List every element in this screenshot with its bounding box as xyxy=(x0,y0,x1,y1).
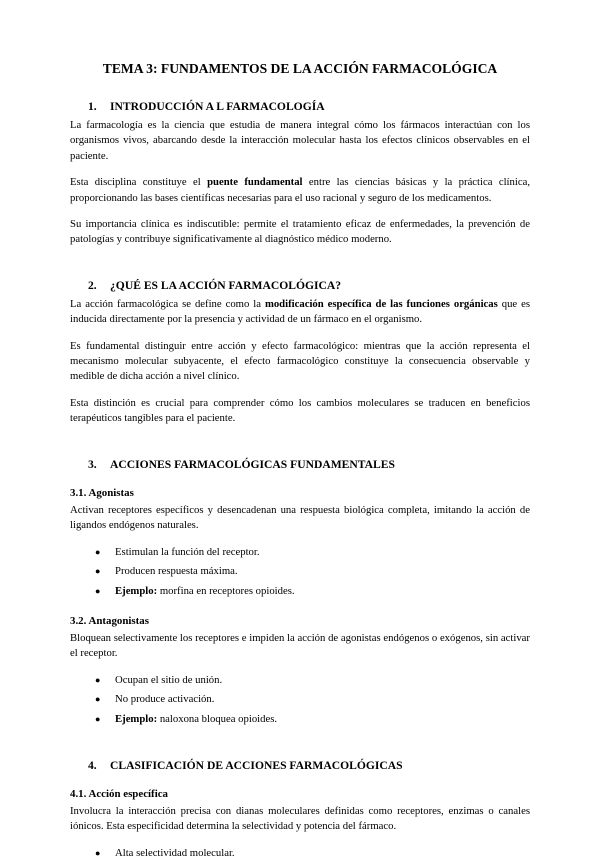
list-item xyxy=(70,692,530,707)
subsection-antagonistas-heading: 3.2. Antagonistas xyxy=(70,614,149,627)
list-item-text: Ocupan el sitio de unión. xyxy=(115,673,223,686)
list-item-text: naloxona bloquea opioides. xyxy=(157,713,278,726)
paragraph: La farmacología es la ciencia que estudia de manera integral cómo los fármacos interactúan con los organismos vivos, abarcando desde la interacción molecular hasta los efectos clínicos observables en el paciente. xyxy=(70,119,530,162)
paragraph xyxy=(70,175,530,206)
paragraph: Bloquean selectivamente los receptores e impiden la acción de agonistas endógenos o exógenos, sin activar el receptor. xyxy=(70,631,530,660)
bullet-icon: ● xyxy=(95,566,101,577)
section-acciones-fundamentales xyxy=(70,457,530,728)
list-item xyxy=(70,673,530,688)
list-item xyxy=(70,712,530,727)
list-item-text xyxy=(115,712,277,727)
bold-phrase: Ejemplo: xyxy=(115,713,158,726)
paragraph: Esta distinción es crucial para comprender cómo los cambios moleculares se traducen en beneficios terapéuticos tangibles para el paciente. xyxy=(70,396,530,425)
list-item xyxy=(70,545,530,560)
list-item xyxy=(70,846,530,861)
list-item-text xyxy=(115,584,295,599)
paragraph-text: Esta disciplina constituye el xyxy=(70,176,208,189)
section-introduccion xyxy=(70,99,530,248)
bold-phrase: puente fundamental xyxy=(207,176,303,189)
paragraph-text: entre las ciencias básicas y la práctica clínica, proporcionando las bases científicas necesarias para el uso racional y seguro de los medicamentos. xyxy=(70,176,531,204)
section-2-number: 2. xyxy=(88,278,97,292)
paragraph xyxy=(70,297,530,328)
bullet-icon: ● xyxy=(95,694,101,705)
section-3-heading-text: ACCIONES FARMACOLÓGICAS FUNDAMENTALES xyxy=(110,457,395,471)
section-4-number: 4. xyxy=(88,758,97,772)
list-item-text: Producen respuesta máxima. xyxy=(115,565,238,578)
list-item xyxy=(70,564,530,579)
document-title: TEMA 3: FUNDAMENTOS DE LA ACCIÓN FARMACOLÓGICA xyxy=(102,61,498,76)
section-3-number: 3. xyxy=(88,457,97,471)
paragraph: Es fundamental distinguir entre acción y efecto farmacológico: mientras que la acción representa el mecanismo molecular subyacente, el efecto farmacológico constituye la consecuencia observable y medible de dicha acción a nivel clínico. xyxy=(70,339,530,383)
bullet-icon: ● xyxy=(95,586,101,597)
agonistas-bullet-list xyxy=(70,545,530,600)
section-clasificacion xyxy=(70,758,530,861)
antagonistas-bullet-list xyxy=(70,673,530,728)
paragraph: Activan receptores específicos y desencadenan una respuesta biológica completa, imitando la acción de ligandos endógenos naturales. xyxy=(70,503,530,532)
paragraph-text: que es inducida directamente por la presencia y actividad de un fármaco en el organismo. xyxy=(70,297,530,326)
list-item-text: Alta selectividad molecular. xyxy=(115,846,235,859)
section-1-heading-text: INTRODUCCIÓN A L FARMACOLOGÍA xyxy=(110,100,325,113)
paragraph: Involucra la interacción precisa con dianas moleculares definidas como receptores, enzimas o canales iónicos. Esta especificidad determina la selectividad y potencia del fármaco. xyxy=(70,804,530,833)
paragraph: Su importancia clínica es indiscutible: permite el tratamiento eficaz de enfermedades, la prevención de patologías y contribuye significativamente al diagnóstico médico moderno. xyxy=(70,218,530,246)
bullet-icon: ● xyxy=(95,847,101,858)
section-4-heading xyxy=(70,758,530,773)
section-4-heading-text: CLASIFICACIÓN DE ACCIONES FARMACOLÓGICAS xyxy=(110,758,403,772)
bold-phrase: modificación específica de las funciones orgánicas xyxy=(264,297,498,310)
list-item-text: Estimulan la función del receptor. xyxy=(115,545,260,558)
bullet-icon: ● xyxy=(95,714,101,725)
accion-especifica-bullet-list xyxy=(70,846,530,861)
list-item-text: No produce activación. xyxy=(115,693,215,706)
subsection-accion-especifica-heading: 4.1. Acción específica xyxy=(70,787,168,800)
bullet-icon: ● xyxy=(95,546,101,557)
section-2-heading-text: ¿QUÉ ES LA ACCIÓN FARMACOLÓGICA? xyxy=(110,278,342,292)
section-1-number: 1. xyxy=(88,100,97,113)
section-2-heading xyxy=(70,278,530,293)
section-3-heading xyxy=(70,457,530,472)
subsection-agonistas-heading: 3.1. Agonistas xyxy=(70,486,134,499)
section-1-heading xyxy=(70,99,530,114)
paragraph-text: La acción farmacológica se define como la xyxy=(70,297,265,310)
list-item xyxy=(70,584,530,599)
list-item-text: morfina en receptores opioides. xyxy=(157,585,295,598)
section-que-es-accion xyxy=(70,278,530,427)
bullet-icon: ● xyxy=(95,674,101,685)
bold-phrase: Ejemplo: xyxy=(115,585,158,598)
